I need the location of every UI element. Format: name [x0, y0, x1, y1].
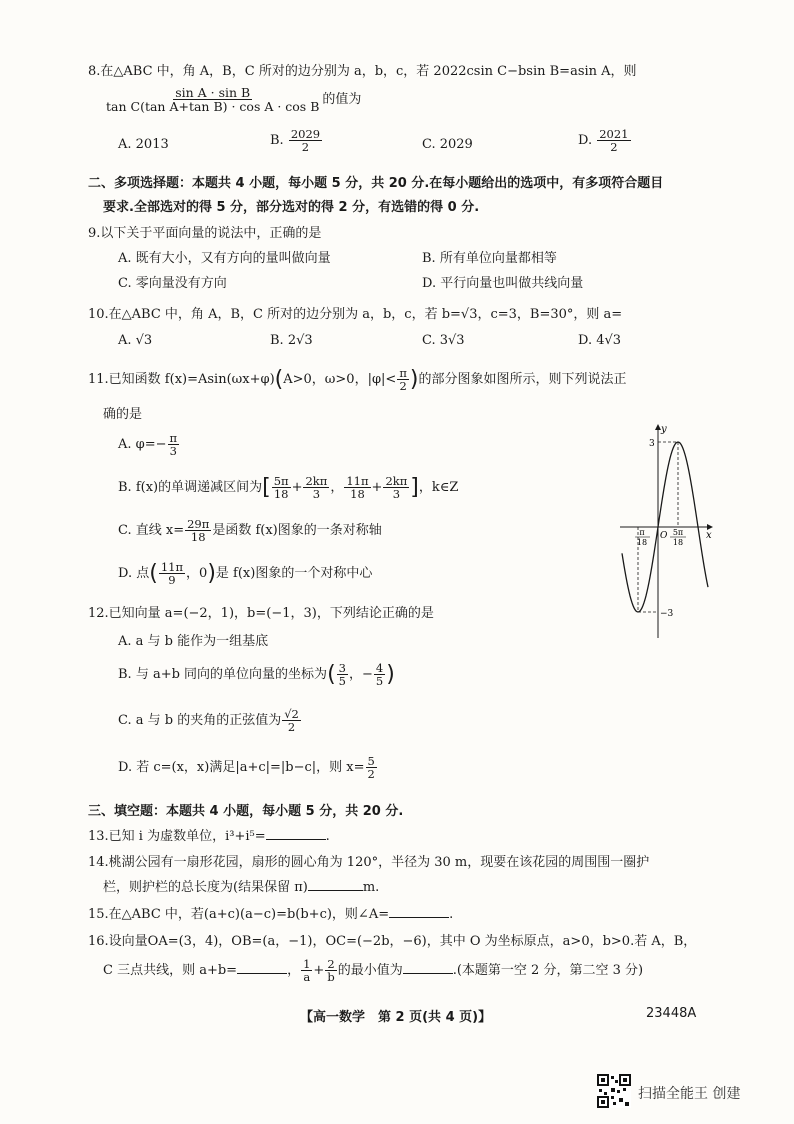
q9-option-a: A. 既有大小，又有方向的量叫做向量: [118, 251, 331, 266]
q10-option-a: A. √3: [118, 333, 153, 348]
q10-stem: 10.在△ABC 中，角 A，B，C 所对的边分别为 a，b，c，若 b=√3，c=3，B=30°，则 a=: [88, 307, 623, 322]
q14-line2: 栏，则护栏的总长度为(结果保留 π) m.: [103, 880, 380, 895]
q8-fraction: [103, 86, 361, 113]
q9-stem: 9.以下关于平面向量的说法中，正确的是: [88, 226, 322, 241]
q9-option-b: B. 所有单位向量都相等: [422, 251, 557, 266]
q12-option-d: D. 若 c=(x，x)满足|a+c|=|b−c|，则 x= $\frac{5}{2}$: [118, 754, 375, 782]
q8-option-a: A. 2013: [118, 137, 169, 152]
q12-option-a: A. a 与 b 能作为一组基底: [118, 634, 269, 649]
watermark-text: 扫描全能王 创建: [638, 1086, 741, 1102]
q16-answer-blank-2[interactable]: [403, 961, 453, 974]
q11-option-a: A. φ=− $\frac{\pi}{3}$: [118, 431, 178, 459]
exam-code: 23448A: [646, 1006, 697, 1021]
origin-label: O: [660, 531, 668, 541]
q14-line1: 14.桃湖公园有一扇形花园，扇形的圆心角为 120°，半径为 30 m，现要在该花园的周围围一圈护: [88, 855, 650, 870]
q13: 13.已知 i 为虚数单位，i³+i⁵= .: [88, 829, 330, 844]
q10-option-d: D. 4√3: [578, 333, 622, 348]
q8-option-d: D. $\frac{2021}{2}$: [578, 127, 629, 155]
tick-left-den: 18: [636, 538, 648, 547]
qr-code-icon: [597, 1074, 631, 1108]
q14-answer-blank[interactable]: [308, 878, 363, 891]
q8-option-c: C. 2029: [422, 137, 473, 152]
q8-stem: 8.在△ABC 中，角 A，B，C 所对的边分别为 a，b，c，若 2022csin C−bsin B=asin A，则: [88, 64, 637, 79]
q9-option-c: C. 零向量没有方向: [118, 276, 227, 291]
q11-stem: 11.已知函数 f(x)=Asin(ωx+φ)(A>0，ω>0，|φ|< $\frac{\pi}{2}$ )的部分图象如图所示，则下列说法正: [88, 366, 627, 394]
tick-right-num: 5π: [672, 528, 684, 537]
q8-frac-num: sin A · sin B: [175, 85, 251, 100]
q11-stem-cont: 确的是: [103, 407, 143, 422]
q15: 15.在△ABC 中，若(a+c)(a−c)=b(b+c)，则∠A= .: [88, 907, 454, 922]
q8-option-b: B. $\frac{2029}{2}$: [270, 127, 321, 155]
q16-line1: 16.设向量OA=(3，4)，OB=(a，−1)，OC=(−2b，−6)，其中 O 为坐标原点，a>0，b>0.若 A，B，: [88, 934, 697, 949]
q12-option-b: B. 与 a+b 同向的单位向量的坐标为( $\frac{3}{5}$ ，− $\frac{4}{5}$ ): [118, 661, 395, 689]
section2-heading-line2: 要求.全部选对的得 5 分，部分选对的得 2 分，有选错的得 0 分.: [103, 200, 480, 215]
q9-option-d: D. 平行向量也叫做共线向量: [422, 276, 584, 291]
tick-left-num: π: [639, 528, 645, 537]
tick-right-den: 18: [672, 538, 684, 547]
q16-answer-blank-1[interactable]: [237, 961, 287, 974]
q15-answer-blank[interactable]: [389, 905, 449, 918]
q12-option-c: C. a 与 b 的夹角的正弦值为 $\frac{√2}{2}$: [118, 707, 299, 735]
q16-line2: C 三点共线，则 a+b= ， $\frac{1}{a}$ + $\frac{2}{b}$ 的最小值为 .(本题第一空 2 分，第二空 3 分): [103, 957, 644, 985]
y-axis-label: y: [661, 424, 667, 435]
x-axis-label: x: [706, 530, 712, 541]
q10-option-b: B. 2√3: [270, 333, 313, 348]
max-value-label: 3: [649, 439, 655, 449]
q8-frac-den: tan C(tan A+tan B) · cos A · cos B: [106, 99, 320, 115]
q8-suffix: 的值为: [322, 92, 362, 108]
q10-option-c: C. 3√3: [422, 333, 465, 348]
q11-option-c: C. 直线 x= $\frac{29\pi}{18}$ 是函数 f(x)图象的一条对称轴: [118, 517, 382, 545]
min-value-label: −3: [660, 609, 674, 619]
page-footer: 【高一数学 第 2 页(共 4 页)】: [300, 1010, 492, 1025]
section2-heading-line1: 二、多项选择题：本题共 4 小题，每小题 5 分，共 20 分.在每小题给出的选项中，有多项符合题目: [88, 176, 664, 191]
q12-stem: 12.已知向量 a=(−2，1)，b=(−1，3)，下列结论正确的是: [88, 606, 434, 621]
section3-heading: 三、填空题：本题共 4 小题，每小题 5 分，共 20 分.: [88, 804, 404, 819]
q11-option-d: D. 点( $\frac{11\pi}{9}$ ，0)是 f(x)图象的一个对称中心: [118, 560, 373, 588]
q11-option-b: B. f(x)的单调递减区间为[ $\frac{5\pi}{18}$ + $\frac{2k\pi}{3}$ ， $\frac{11\pi}{18}$ + $\frac{2k\pi}{3}$ ]，k∈Z: [118, 474, 459, 502]
q11-sine-graph: [608, 420, 720, 645]
q13-answer-blank[interactable]: [266, 827, 326, 840]
